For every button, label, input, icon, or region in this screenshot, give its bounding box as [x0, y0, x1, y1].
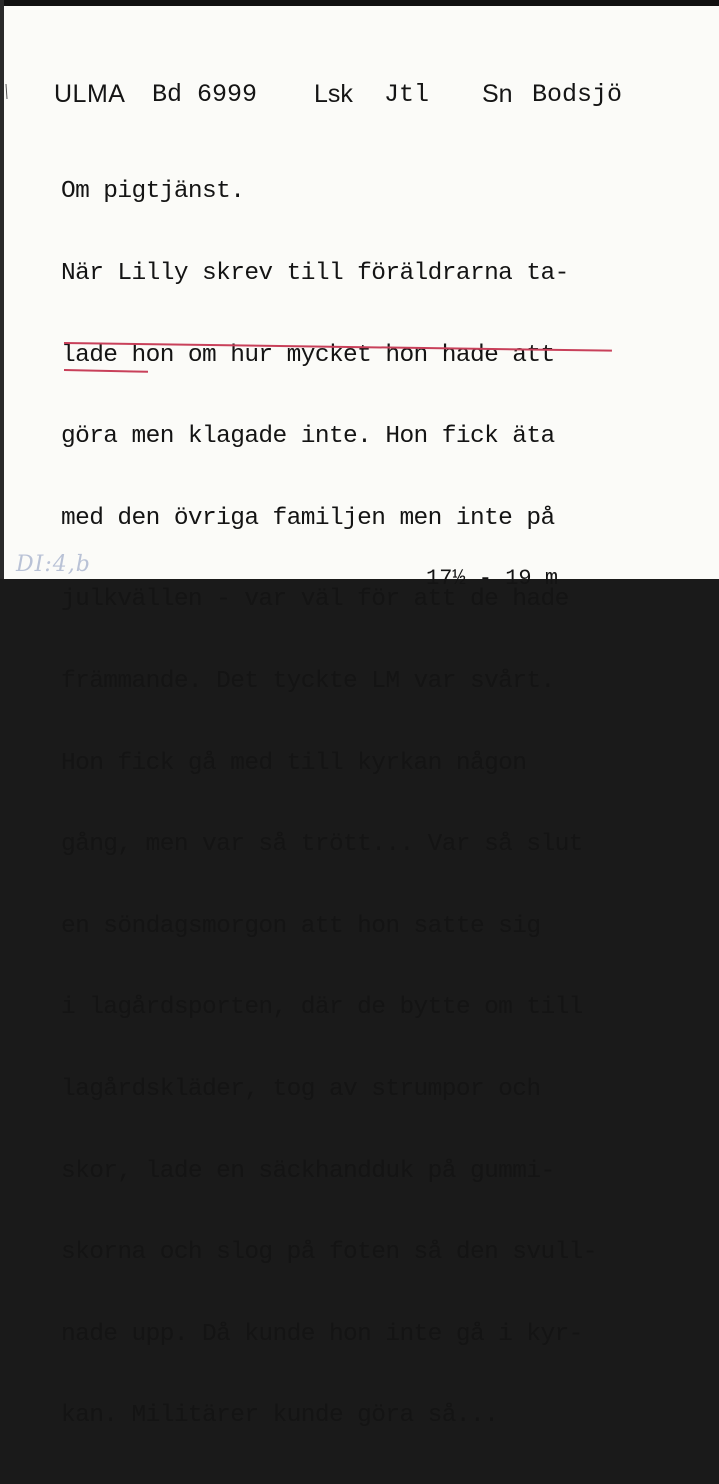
socken-value: Bodsjö [532, 80, 623, 109]
text-line: främmande. Det tyckte LM var svårt. [61, 667, 555, 695]
socken-label: Sn [482, 80, 513, 108]
footer-measurement: 17½ - 19 m [426, 566, 559, 591]
text-line: göra men klagade inte. Hon fick äta [61, 423, 555, 451]
record-number: Bd 6999 [152, 80, 258, 109]
landskap-value: Jtl [384, 80, 430, 109]
text-line: skorna och slog på foten så den svull- [61, 1239, 597, 1267]
text-line: Om pigtjänst. [61, 178, 245, 206]
margin-pencil-mark [4, 44, 44, 104]
archive-card [4, 6, 719, 1430]
card-header [54, 80, 694, 114]
archive-name: ULMA [54, 80, 126, 108]
text-line: kan. Militärer kunde göra så... [61, 1402, 499, 1430]
text-line: lagårdskläder, tog av strumpor och [61, 1075, 541, 1103]
text-line: gång, men var så trött... Var så slut [61, 831, 583, 859]
text-line: skor, lade en säckhandduk på gummi- [61, 1157, 555, 1185]
text-line: När Lilly skrev till föräldrarna ta- [61, 260, 569, 287]
text-line: med den övriga familjen men inte på [61, 504, 555, 532]
landskap-label: Lsk [314, 80, 353, 108]
text-line: lade hon om hur mycket hon hade att [61, 341, 555, 369]
text-line: en söndagsmorgon att hon satte sig [61, 912, 541, 940]
text-line: Hon fick gå med till kyrkan någon [61, 749, 527, 777]
text-line: nade upp. Då kunde hon inte gå i kyr- [61, 1320, 583, 1348]
text-line: i lagårdsporten, där de bytte om till [61, 994, 583, 1022]
handwritten-pencil-note: DI:4,b [16, 552, 91, 577]
card-body-text [61, 124, 711, 1484]
text-line: julkvällen - var väl för att de hade [61, 586, 569, 614]
